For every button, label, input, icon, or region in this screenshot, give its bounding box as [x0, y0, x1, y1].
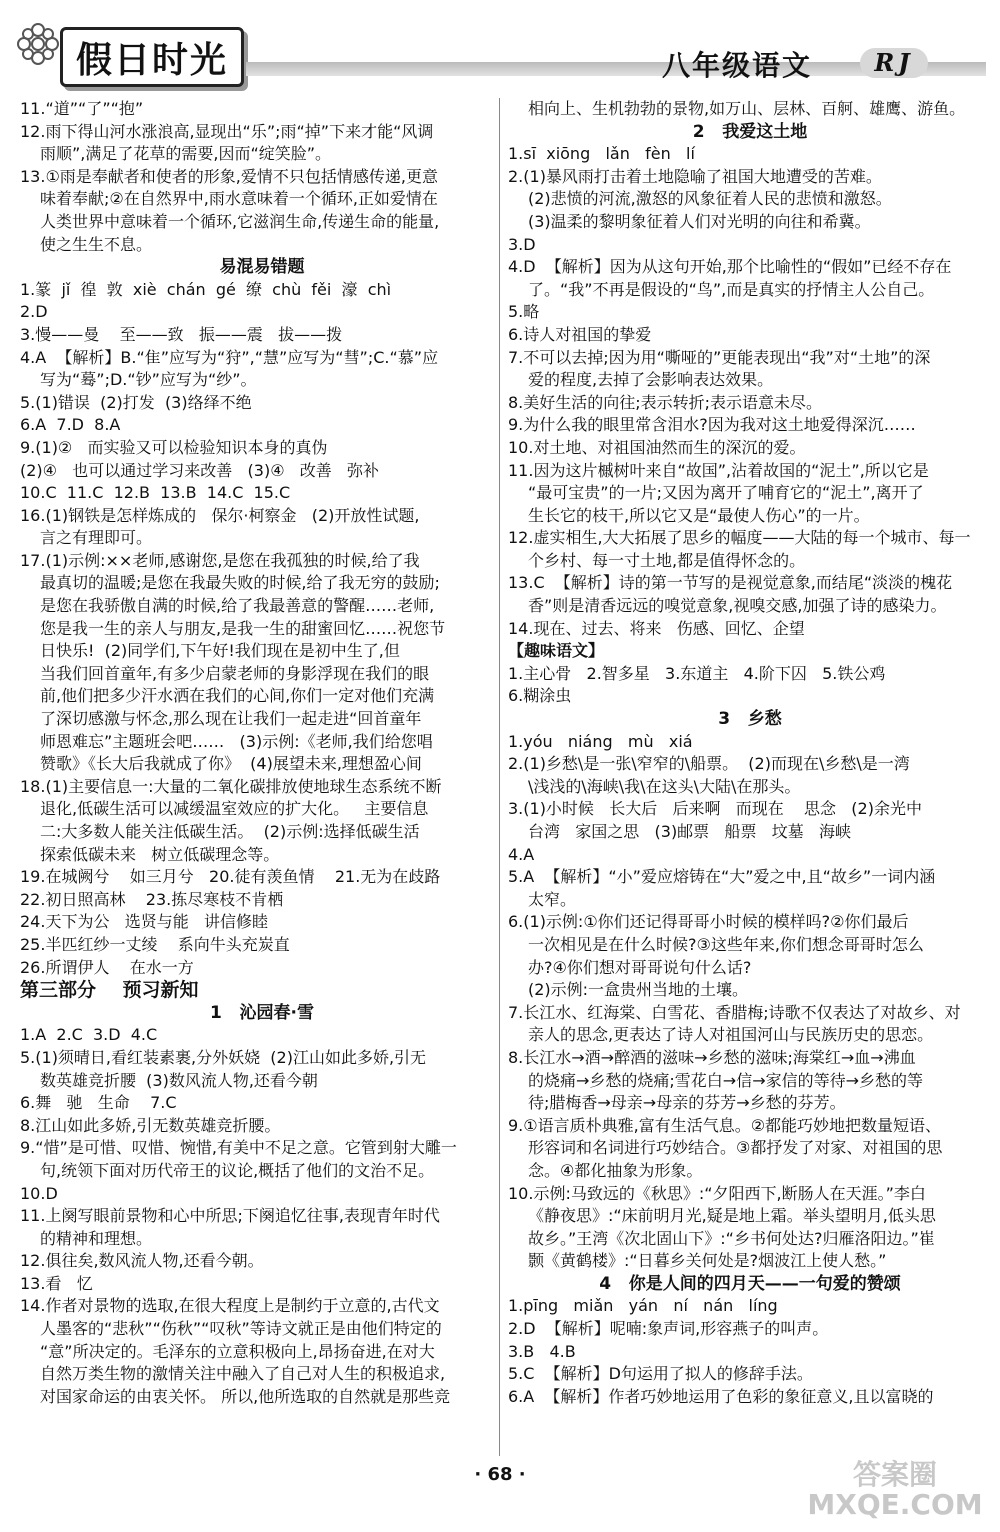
- answer-line: 对国家命运的由衷关怀。 所以,他所选取的自然就是那些竞: [40, 1386, 451, 1406]
- answer-line: 8.长江水→酒→醉酒的滋味→乡愁的滋味;海棠红→血→沸血: [508, 1047, 916, 1067]
- answer-line: 9.①语言质朴典雅,富有生活气息。②都能巧妙地把数量短语、: [508, 1115, 942, 1135]
- section-heading: 2 我爱这土地: [692, 121, 808, 142]
- answer-line: 使之生生不息。: [40, 234, 153, 254]
- answer-line: 6.A 【解析】作者巧妙地运用了色彩的象征意义,且以富晓的: [508, 1386, 934, 1406]
- answer-line: 5.A 【解析】“小”爱应熔铸在“大”爱之中,且“故乡”一词内涵: [508, 867, 936, 887]
- answer-line: 19.在城阙兮 如三月兮 20.徒有羡鱼情 21.无为在歧路: [20, 867, 441, 887]
- answer-line: 25.半匹红纱一丈绫 系向牛头充炭直: [20, 934, 290, 954]
- answer-line: 的精神和理想。: [40, 1228, 153, 1248]
- answer-line: 自然万类生物的激情关注中融入了自己对人生的积极追求,: [40, 1364, 446, 1384]
- answer-line: 的烧痛→乡愁的烧痛;雪花白→信→家信的等待→乡愁的等: [528, 1070, 924, 1090]
- answer-line: 4.D 【解析】因为从这句开始,那个比喻性的“假如”已经不存在: [508, 257, 952, 277]
- answer-line: 赞歌》《长大后我就成了你》 (4)展望未来,理想盈心间: [40, 754, 422, 774]
- answer-line: 香”则是清香远远的嗅觉意象,视嗅交感,加强了诗的感染力。: [528, 596, 947, 616]
- answer-line: 6.(1)示例:①你们还记得哥哥小时候的模样吗?②你们最后: [508, 912, 909, 932]
- answer-line: 10.示例:马致远的《秋思》:“夕阳西下,断肠人在天涯。”李白: [508, 1183, 926, 1203]
- answer-line: 13.C 【解析】诗的第一节写的是视觉意象,而结尾“淡淡的槐花: [508, 573, 953, 593]
- answer-line: 12.俱往矣,数风流人物,还看今朝。: [20, 1251, 264, 1271]
- answer-line: 2.D 【解析】呢喃:象声词,形容燕子的叫声。: [508, 1319, 829, 1339]
- answer-line: 5.C 【解析】D句运用了拟人的修辞手法。: [508, 1364, 813, 1384]
- answer-line: 1.A 2.C 3.D 4.C: [20, 1025, 158, 1045]
- answer-line: 您是我一生的亲人与朋友,是我一生的甜蜜回忆……祝您节: [40, 618, 446, 638]
- brand-title: 假日时光: [75, 38, 228, 81]
- answer-line: 7.不可以去掉;因为用“嘶哑的”更能表现出“我”对“土地”的深: [508, 347, 931, 367]
- answer-line: 二:大多数人能关注低碳生活。 (2)示例:选择低碳生活: [40, 822, 420, 841]
- answer-line: 最真切的温暖;是您在我最失败的时候,给了我无穷的鼓励;: [40, 573, 440, 593]
- section-heading: 3 乡愁: [718, 709, 782, 730]
- right-column: [508, 98, 992, 1408]
- answer-line: 生长它的枝干,所以它又是“最使人伤心”的一片。: [528, 505, 870, 525]
- answer-line: 雨顺”,满足了花草的需要,因而“绽笑脸”。: [40, 144, 332, 164]
- subject-title: 八年级语文: [662, 49, 813, 82]
- page-header: [0, 0, 1000, 98]
- answer-line: 1.pīng miǎn yán ní nán líng: [508, 1296, 778, 1316]
- answer-line: 亲人的思念,更表达了诗人对祖国河山与民族历史的思恋。: [528, 1025, 934, 1045]
- answer-line: 了深切感激与怀念,那么现在让我们一起走进“回首童年: [40, 709, 422, 729]
- answer-line: (2)示例:一盒贵州当地的土壤。: [528, 980, 749, 1000]
- answer-line: 1.主心骨 2.智多星 3.东道主 4.阶下囚 5.铁公鸡: [508, 663, 886, 683]
- flower-icon: [14, 20, 62, 68]
- answer-line: 13.①雨是奉献者和使者的形象,爱情不只包括情感传递,更意: [20, 166, 438, 186]
- answer-line: 6.A 7.D 8.A: [20, 415, 121, 435]
- answer-line: 味着奉献;②在自然界中,雨水意味着一个循环,正如爱情在: [40, 189, 438, 209]
- answer-line: 了。“我”不再是假设的“鸟”,而是真实的抒情主人公自己。: [528, 279, 935, 299]
- answer-line: 2.(1)乡愁\是一张\窄窄的\船票。 (2)而现在\乡愁\是一湾: [508, 754, 910, 774]
- edition-badge: RJ: [860, 48, 928, 78]
- answer-line: 颢《黄鹤楼》:“日暮乡关何处是?烟波江上使人愁。”: [528, 1251, 887, 1271]
- answer-line: 个乡村、每一寸土地,都是值得怀念的。: [528, 550, 806, 570]
- answer-line: 10.D: [20, 1183, 58, 1203]
- answer-line: 11.“道”“了”“抱”: [20, 99, 144, 118]
- answer-line: \浅浅的\海峡\我\在这头\大陆\在那头。: [528, 776, 801, 796]
- answer-line: 22.初日照高林 23.拣尽寒枝不肯栖: [20, 889, 284, 909]
- answer-line: 前,他们把多少汗水洒在我们的心间,你们一定对他们充满: [40, 686, 435, 706]
- answer-line: 一次相见是在什么时候?③这些年来,你们想念哥哥时怎么: [528, 934, 924, 954]
- column-divider: [499, 98, 500, 1456]
- answer-line: 1.篆 jǐ 徨 敦 xiè chán gé 缭 chù fěi 濠 chì: [20, 279, 392, 299]
- answer-line: 台湾 家国之思 (3)邮票 船票 坟墓 海峡: [528, 822, 851, 841]
- answer-line: 形容词和名词进行巧妙结合。③都抒发了对家、对祖国的思: [528, 1138, 943, 1158]
- answer-line: 6.诗人对祖国的挚爱: [508, 324, 652, 344]
- answer-line: 18.(1)主要信息一:大量的二氧化碳排放使地球生态系统不断: [20, 776, 442, 796]
- answer-line: 12.虚实相生,大大拓展了思乡的幅度——大陆的每一个城市、每一: [508, 528, 971, 548]
- answer-line: 太窄。: [528, 889, 577, 909]
- answer-line: 2.D: [20, 302, 48, 322]
- answer-line: “意”所决定的。毛泽东的立意积极向上,昂扬奋进,在对大: [40, 1341, 435, 1361]
- watermark: 答案圈 MXQE.COM: [807, 1458, 983, 1521]
- answer-line: 3.(1)小时候 长大后 后来啊 而现在 思念 (2)余光中: [508, 799, 922, 819]
- answer-line: (2)④ 也可以通过学习来改善 (3)④ 改善 弥补: [20, 460, 380, 480]
- answer-line: 6.舞 驰 生命 7.C: [20, 1093, 177, 1113]
- answer-line: 4.A 【解析】B.“隹”应写为“狩”,“慧”应写为“彗”;C.“慕”应: [20, 347, 439, 367]
- answer-line: 探索低碳未来 树立低碳理念等。: [40, 844, 280, 864]
- answer-line: 3.B 4.B: [508, 1341, 576, 1361]
- answer-line: 1.yóu niáng mù xiá: [508, 731, 693, 751]
- answer-line: 相向上、生机勃勃的景物,如万山、层林、百舸、雄鹰、游鱼。: [528, 99, 966, 118]
- answer-line: 言之有理即可。: [40, 528, 153, 548]
- answer-line: 10.对土地、对祖国油然而生的深沉的爱。: [508, 437, 806, 457]
- answer-line: (3)温柔的黎明象征着人们对光明的向往和希冀。: [528, 211, 871, 231]
- answer-line: 14.作者对景物的选取,在很大程度上是制约于立意的,古代文: [20, 1296, 440, 1316]
- answer-line: 师恩难忘”主题班会吧…… (3)示例:《老师,我们给您唱: [40, 731, 433, 751]
- answer-line: 句,统领下面对历代帝王的议论,概括了他们的文治不足。: [40, 1160, 435, 1180]
- answer-line: 念。④都化抽象为形象。: [528, 1160, 703, 1180]
- answer-line: 5.(1)须晴日,看红装素裹,分外妖娆 (2)江山如此多娇,引无: [20, 1047, 427, 1067]
- answer-line: 10.C 11.C 12.B 13.B 14.C 15.C: [20, 483, 291, 503]
- answer-line: 12.雨下得山河水涨浪高,显现出“乐”;雨“掉”下来才能“风调: [20, 121, 434, 141]
- answer-line: 爱的程度,去掉了会影响表达效果。: [528, 370, 774, 390]
- left-column: [20, 98, 504, 1408]
- answer-line: 9.(1)② 而实验又可以检验知识本身的真伪: [20, 437, 328, 457]
- answer-line: 8.美好生活的向往;表示转折;表示语意未尽。: [508, 392, 823, 412]
- answer-line: 日快乐! (2)同学们,下午好!我们现在是初中生了,但: [40, 641, 400, 661]
- answer-line: 26.所谓伊人 在水一方: [20, 957, 194, 977]
- answer-line: 6.糊涂虫: [508, 686, 572, 706]
- answer-line: 24.天下为公 选贤与能 讲信修睦: [20, 912, 268, 932]
- answer-line: 《静夜思》:“床前明月光,疑是地上霜。举头望明月,低头思: [528, 1206, 936, 1226]
- answer-line: 11.因为这片槭树叶来自“故国”,沾着故国的“泥土”,所以它是: [508, 460, 929, 480]
- answer-line: 人墨客的“悲秋”“伤秋”“叹秋”等诗文就正是由他们特定的: [40, 1319, 442, 1339]
- answer-line: 3.慢——曼 至——致 振——震 拔——拨: [20, 324, 343, 344]
- section-heading: 1 沁园春·雪: [209, 1002, 315, 1023]
- answer-line: “最可宝贵”的一片;又因为离开了哺育它的“泥土”,离开了: [528, 483, 924, 503]
- answer-line: 11.上阕写眼前景物和心中所思;下阕追忆往事,表现青年时代: [20, 1206, 440, 1226]
- brand-logo: [60, 27, 244, 87]
- answer-line: 14.现在、过去、将来 伤感、回忆、企望: [508, 618, 805, 638]
- answer-line: 人类世界中意味着一个循环,它滋润生命,传递生命的能量,: [40, 211, 440, 231]
- answer-line: 8.江山如此多娇,引无数英雄竞折腰。: [20, 1115, 281, 1135]
- answer-line: 当我们回首童年,有多少启蒙老师的身影浮现在我们的眼: [40, 663, 430, 683]
- answer-line: 1.sī xiōng lǎn fèn lí: [508, 144, 695, 164]
- answer-line: 办?④你们想对哥哥说句什么话?: [528, 957, 752, 977]
- section-heading: 4 你是人间的四月天——一句爱的赞颂: [599, 1273, 901, 1294]
- section-heading: 易混易错题: [219, 257, 305, 278]
- answer-line: 是您在我骄傲自满的时候,给了我最善意的警醒……老师,: [40, 596, 435, 616]
- answer-line: 7.长江水、红海棠、白雪花、香腊梅;诗歌不仅表达了对故乡、对: [508, 1002, 961, 1022]
- answer-line: 写为“蓦”;D.“钞”应写为“纱”。: [40, 370, 257, 390]
- answer-line: 2.(1)暴风雨打击着土地隐喻了祖国大地遭受的苦难。: [508, 166, 882, 186]
- answer-line: 退化,低碳生活可以减缓温室效应的扩大化。 主要信息: [40, 799, 429, 819]
- answer-line: 4.A: [508, 844, 535, 864]
- section-heading: 第三部分 预习新知: [20, 979, 199, 1002]
- answer-line: 13.看 忆: [20, 1273, 93, 1293]
- answer-line: 故乡。”王湾《次北固山下》:“乡书何处达?归雁洛阳边。”崔: [528, 1228, 935, 1248]
- answer-line: 数英雄竞折腰 (3)数风流人物,还看今朝: [40, 1070, 318, 1090]
- answer-line: 待;腊梅香→母亲→母亲的芬芳→乡愁的芬芳。: [528, 1093, 846, 1113]
- page-number: · 68 ·: [474, 1464, 526, 1485]
- answer-line: 3.D: [508, 234, 536, 254]
- answer-line: 9.为什么我的眼里常含泪水?因为我对这土地爱得深沉……: [508, 415, 916, 435]
- answer-line: 【趣味语文】: [508, 641, 605, 661]
- answer-line: 17.(1)示例:××老师,感谢您,是您在我孤独的时候,给了我: [20, 550, 420, 570]
- answer-line: 5.略: [508, 302, 540, 322]
- answer-line: 16.(1)钢铁是怎样炼成的 保尔·柯察金 (2)开放性试题,: [20, 505, 420, 525]
- answer-line: 9.“惜”是可惜、叹惜、惋惜,有美中不足之意。它管到射大雕一: [20, 1138, 457, 1158]
- answer-line: (2)悲愤的河流,激怒的风象征着人民的悲愤和激怒。: [528, 189, 892, 209]
- answer-line: 5.(1)错误 (2)打发 (3)络绎不绝: [20, 392, 252, 412]
